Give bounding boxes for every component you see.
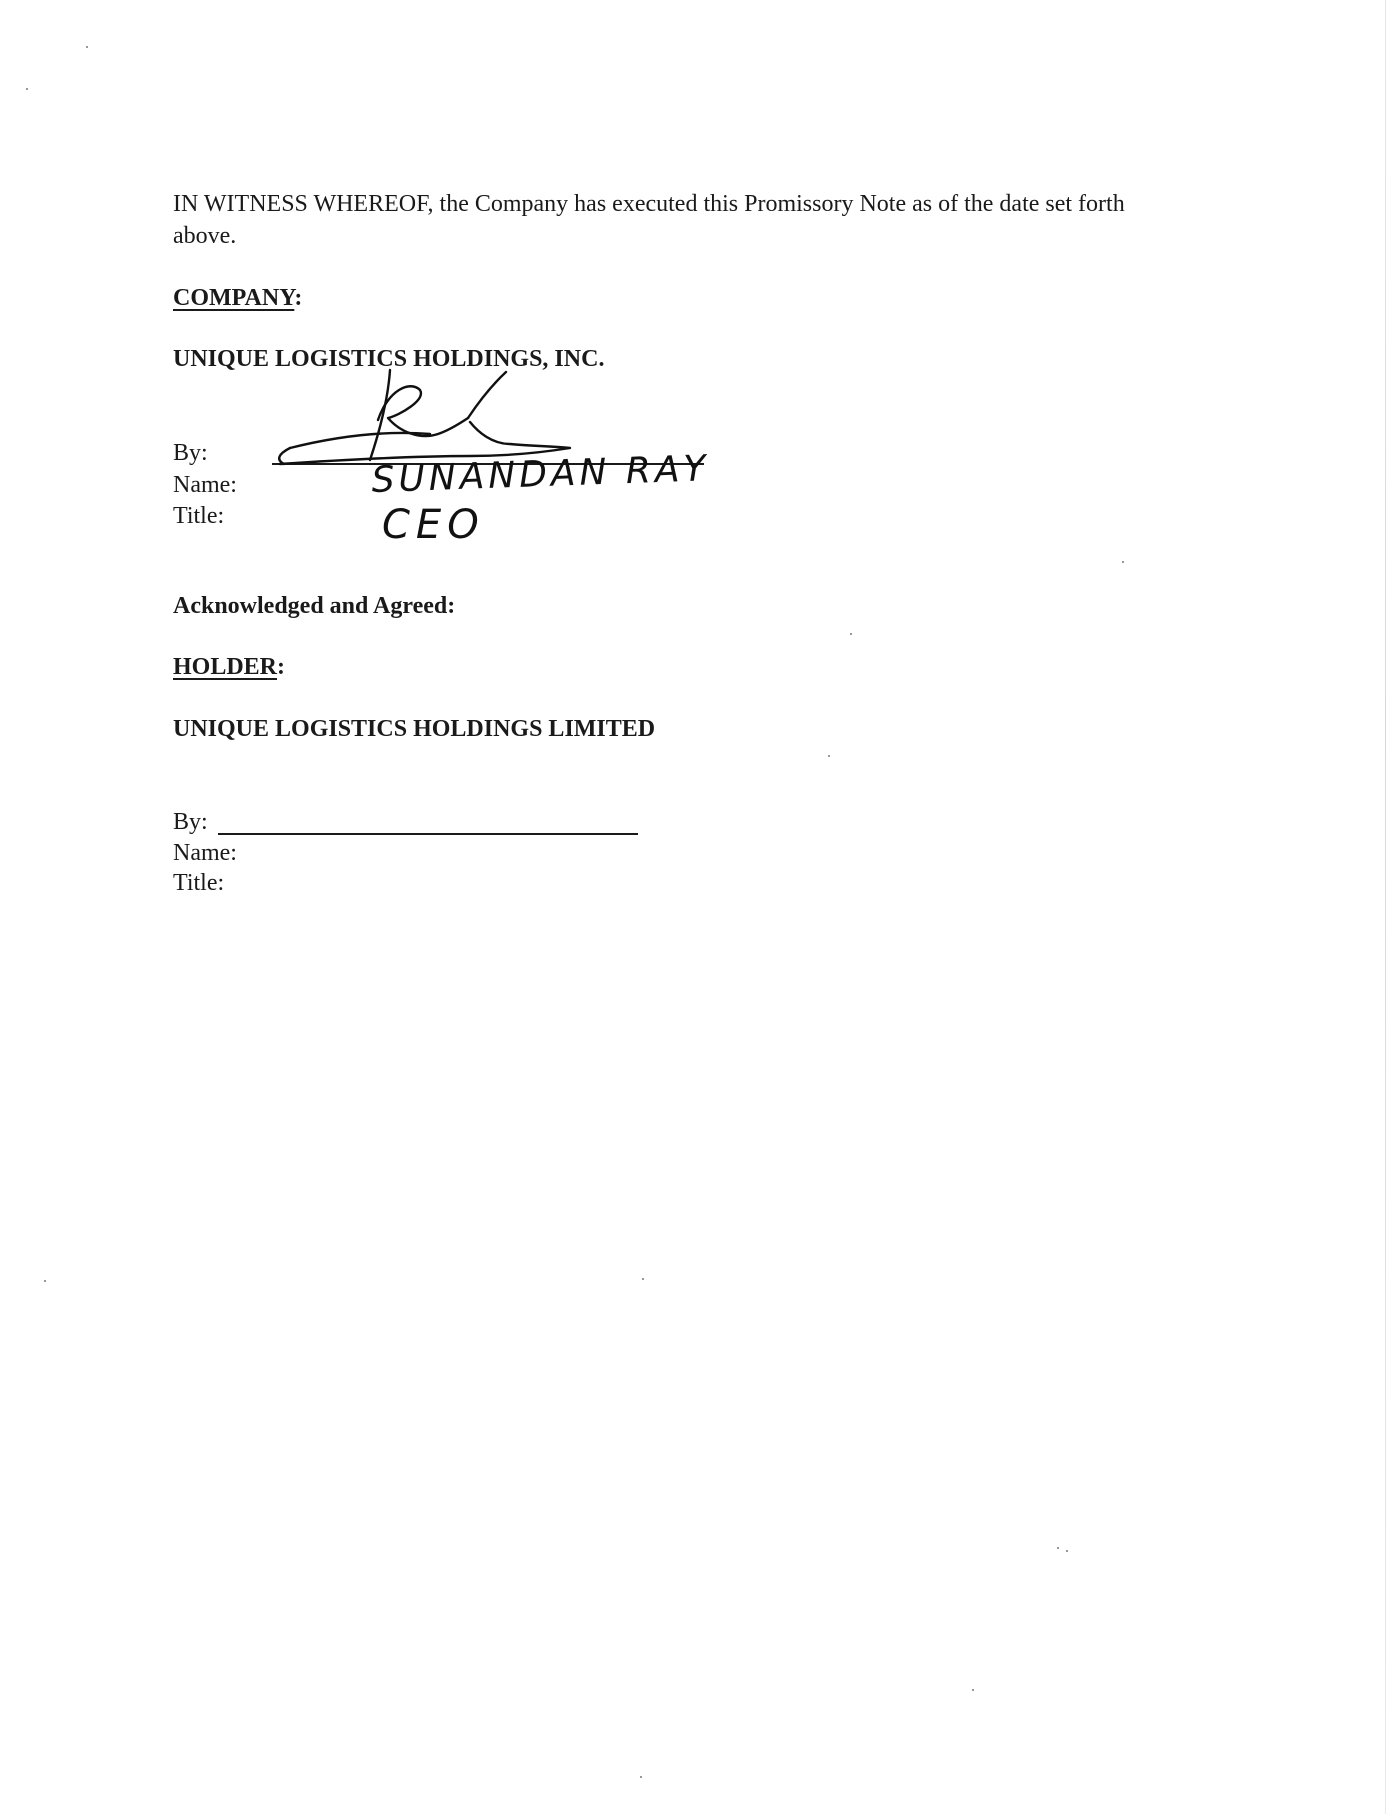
svg-text:CEO: CEO <box>382 502 485 548</box>
scan-speck <box>1057 1547 1059 1549</box>
holder-heading-text: HOLDER <box>173 654 278 680</box>
company-heading <box>173 282 302 314</box>
scan-speck <box>850 633 852 635</box>
holder-by-label: By: <box>173 809 208 835</box>
holder-entity-name: UNIQUE LOGISTICS HOLDINGS LIMITED <box>173 716 656 742</box>
company-entity-name: UNIQUE LOGISTICS HOLDINGS, INC. <box>173 346 605 372</box>
holder-heading <box>173 651 285 683</box>
company-by-label: By: <box>173 440 208 466</box>
scan-speck <box>1066 1550 1068 1552</box>
scan-speck <box>26 88 28 90</box>
scan-edge-line <box>1385 0 1386 1814</box>
scan-speck <box>86 46 88 48</box>
holder-heading-colon: : <box>277 654 286 680</box>
holder-name-label: Name: <box>173 840 237 866</box>
scan-speck <box>642 1278 644 1280</box>
scan-speck <box>44 1280 46 1282</box>
scan-speck <box>972 1689 974 1691</box>
scan-speck <box>640 1776 642 1778</box>
holder-signature-line <box>218 833 638 835</box>
holder-title-label: Title: <box>173 870 225 896</box>
company-heading-text: COMPANY <box>173 285 295 311</box>
company-handwritten-signature <box>270 360 730 560</box>
intro-paragraph: IN WITNESS WHEREOF, the Company has executed this Promissory Note as of the date set forth above. <box>173 191 1125 249</box>
svg-text:SUNANDAN RAY: SUNANDAN RAY <box>370 448 711 501</box>
scan-speck <box>828 755 830 757</box>
company-title-label: Title: <box>173 503 225 529</box>
scan-speck <box>1122 561 1124 563</box>
acknowledged-heading: Acknowledged and Agreed: <box>173 593 456 619</box>
company-heading-colon: : <box>294 285 303 311</box>
company-name-label: Name: <box>173 472 237 498</box>
